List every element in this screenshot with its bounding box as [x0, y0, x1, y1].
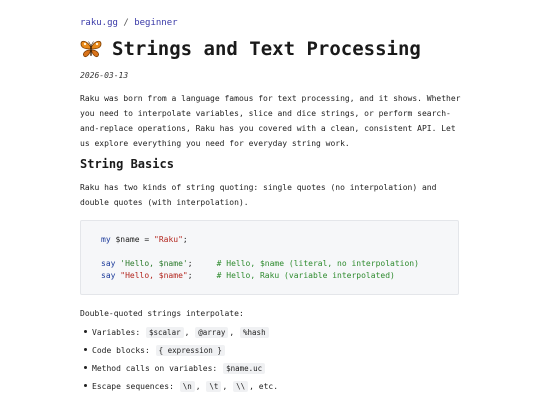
inline-code: @array — [195, 327, 228, 338]
list-item: Escape sequences: \n , \t , \\ , etc. — [80, 382, 278, 391]
inline-code: \n — [180, 381, 195, 392]
breadcrumb-section-link[interactable]: beginner — [134, 18, 178, 28]
code-block — [80, 220, 459, 295]
section-heading: String Basics — [80, 157, 174, 171]
list-item: Method calls on variables: $name.uc — [80, 364, 266, 373]
butterfly-icon — [80, 39, 102, 59]
page-title-text: Strings and Text Processing — [112, 38, 421, 60]
post-date: 2026-03-13 — [80, 71, 129, 80]
breadcrumb-separator: / — [123, 18, 129, 28]
inline-code: { expression } — [156, 345, 225, 356]
list-item: Variables: $scalar , @array , %hash — [80, 328, 270, 337]
intro-paragraph: Raku was born from a language famous for text processing, and it shows. Whether you need to interpolate variables, slice and dice strings, or perform search-and-replace operations, Raku has you covered with a clean, consistent API. Let us explore everything you need for everyday string work. — [80, 94, 461, 148]
page-title — [80, 38, 421, 60]
inline-code: %hash — [240, 327, 269, 338]
interpolation-paragraph: Double-quoted strings interpolate: — [80, 309, 244, 318]
inline-code: $name.uc — [223, 363, 265, 374]
breadcrumb — [80, 18, 178, 28]
inline-code: $scalar — [146, 327, 184, 338]
code-line: my $name = "Raku"; — [101, 235, 188, 244]
breadcrumb-home-link[interactable]: raku.gg — [80, 18, 118, 28]
bullet-dot — [84, 366, 87, 369]
bullet-dot — [84, 330, 87, 333]
inline-code: \\ — [233, 381, 248, 392]
bullet-dot — [84, 348, 87, 351]
list-item: Code blocks: { expression } — [80, 346, 226, 355]
code-line: say "Hello, $name"; # Hello, Raku (variable interpolated) — [101, 271, 395, 280]
code-line: say 'Hello, $name'; # Hello, $name (literal, no interpolation) — [101, 259, 419, 268]
bullet-dot — [84, 384, 87, 387]
inline-code: \t — [206, 381, 221, 392]
quoting-paragraph: Raku has two kinds of string quoting: single quotes (no interpolation) and double quotes (with interpolation). — [80, 183, 437, 207]
